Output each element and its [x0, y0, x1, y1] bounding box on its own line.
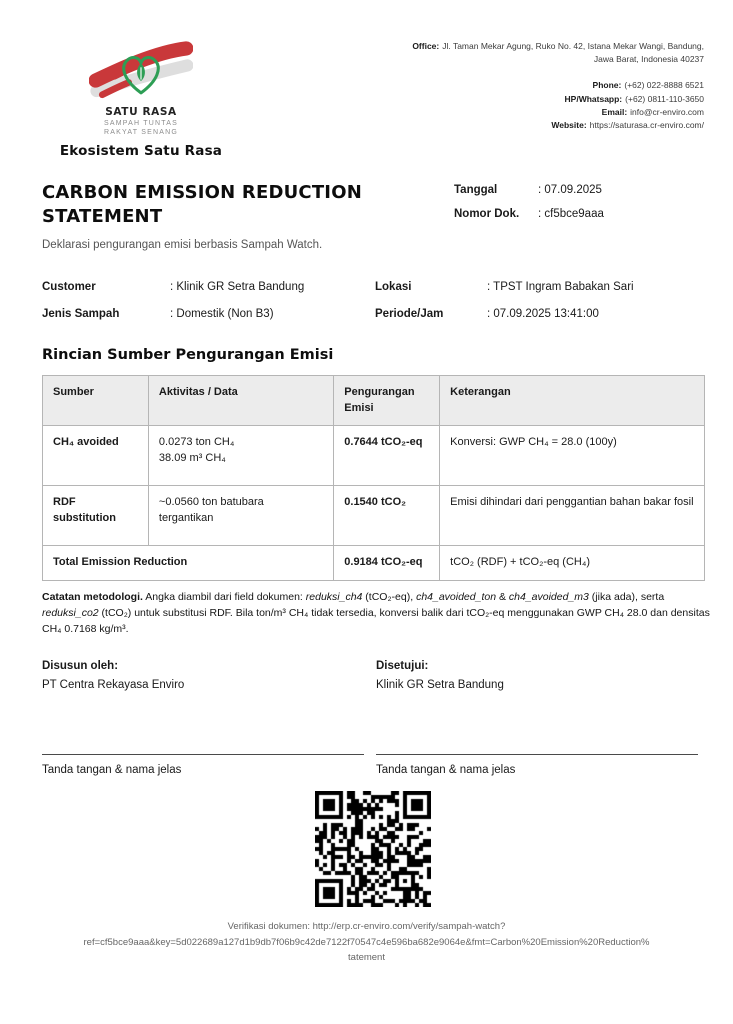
row-sumber: RDF substitution [43, 486, 149, 546]
tanggal-value: : 07.09.2025 [538, 184, 602, 196]
logo-caption: Ekosistem Satu Rasa [59, 143, 223, 159]
email-value: info@cr-enviro.com [630, 106, 704, 117]
contact-email [412, 106, 704, 119]
disusun-oleh-label: Disusun oleh: [42, 660, 119, 673]
signature-left [42, 660, 364, 776]
customer-value: : Klinik GR Setra Bandung [170, 280, 305, 293]
office-address [412, 40, 704, 66]
website-value: https://saturasa.cr-enviro.com/ [589, 119, 704, 130]
email-label: Email: [601, 106, 628, 117]
company-logo [56, 36, 226, 159]
qr-code [315, 791, 431, 907]
disusun-oleh-name: PT Centra Rekayasa Enviro [42, 679, 185, 692]
qr-code-container [42, 791, 704, 912]
contact-website [412, 119, 704, 132]
verification-line: tatement [348, 951, 385, 963]
table-row [43, 426, 705, 486]
emission-table [42, 375, 705, 582]
contact-whatsapp [412, 93, 704, 106]
row-pengurangan: 0.7644 tCO₂-eq [334, 426, 440, 486]
nomor-dok-label: Nomor Dok. [454, 208, 520, 220]
periode-value: : 07.09.2025 13:41:00 [487, 307, 599, 320]
verification-text [9, 919, 724, 965]
page-title: CARBON EMISSION REDUCTION STATEMENT [42, 182, 362, 228]
logo-brand-text: SATU RASA [105, 106, 177, 118]
meta-nomor-dok [454, 208, 704, 220]
row-aktivitas: 0.0273 ton CH₄ 38.09 m³ CH₄ [148, 426, 333, 486]
header-pengurangan: Pengurangan Emisi [334, 375, 440, 426]
table-total-row [43, 546, 705, 581]
signature-line [42, 754, 364, 755]
website-label: Website: [551, 119, 587, 130]
verification-line: ref=cf5bce9aaa&key=5d022689a127d1b9db7f06b9c42de7122f70547c4e596ba682e9064e&fmt=Carbon%20Emission%20Reduction% [83, 936, 650, 948]
table-row [43, 486, 705, 546]
signature-section [42, 660, 704, 776]
section-title: Rincian Sumber Pengurangan Emisi [42, 346, 334, 363]
document-meta [454, 181, 704, 251]
meta-tanggal [454, 184, 704, 196]
total-label: Total Emission Reduction [43, 546, 334, 581]
jenis-sampah-value: : Domestik (Non B3) [170, 307, 274, 320]
lokasi-label: Lokasi [375, 280, 412, 293]
table-header-row [43, 375, 705, 426]
phone-value: (+62) 022-8888 6521 [624, 80, 704, 91]
disetujui-name: Klinik GR Setra Bandung [376, 679, 504, 692]
whatsapp-value: (+62) 0811-110-3650 [625, 93, 704, 104]
title-section [42, 181, 704, 251]
signature-line [376, 754, 698, 755]
lokasi-value: : TPST Ingram Babakan Sari [487, 280, 634, 293]
contact-phone [412, 79, 704, 92]
header-keterangan: Keterangan [440, 375, 705, 426]
row-aktivitas: ~0.0560 ton batubara tergantikan [148, 486, 333, 546]
methodology-note: Catatan metodologi. Angka diambil dari field dokumen: reduksi_ch4 (tCO₂-eq), ch4_avoided_ton & ch4_avoided_m3 (jika ada), serta reduksi_co2 (tCO₂) untuk substitusi RDF. Bila ton/m³ CH₄ tidak tersedia, konversi balik dari tCO₂-eq menggunakan GWP CH₄ 28.0 dan densitas CH₄ 0.7168 kg/m³. [42, 591, 710, 635]
tanggal-label: Tanggal [454, 184, 498, 196]
page-subtitle: Deklarasi pengurangan emisi berbasis Sampah Watch. [42, 238, 323, 251]
customer-info-grid [42, 281, 704, 320]
office-value: Jl. Taman Mekar Agung, Ruko No. 42, Istana Mekar Wangi, Bandung, Jawa Barat, Indonesia 40237 [442, 41, 704, 65]
header-sumber: Sumber [43, 375, 149, 426]
total-keterangan: tCO₂ (RDF) + tCO₂-eq (CH₄) [440, 546, 705, 581]
row-pengurangan: 0.1540 tCO₂ [334, 486, 440, 546]
header-aktivitas: Aktivitas / Data [148, 375, 333, 426]
signature-caption: Tanda tangan & nama jelas [376, 764, 516, 777]
signature-caption: Tanda tangan & nama jelas [42, 764, 182, 777]
signature-right [376, 660, 698, 776]
row-sumber: CH₄ avoided [43, 426, 149, 486]
disetujui-label: Disetujui: [376, 660, 429, 673]
periode-label: Periode/Jam [375, 307, 444, 320]
satu-rasa-logo-icon [89, 36, 193, 110]
logo-tagline-1: SAMPAH TUNTAS [104, 120, 178, 127]
verification-line: Verifikasi dokumen: http://erp.cr-enviro.com/verify/sampah-watch? [227, 921, 506, 933]
office-label: Office: [412, 41, 440, 51]
nomor-dok-value: : cf5bce9aaa [538, 208, 604, 220]
document-header [42, 36, 704, 159]
logo-tagline-2: RAKYAT SENANG [104, 129, 178, 136]
whatsapp-label: HP/Whatsapp: [564, 93, 623, 104]
contact-info [412, 36, 704, 132]
row-keterangan: Emisi dihindari dari penggantian bahan bakar fosil [440, 486, 705, 546]
total-value: 0.9184 tCO₂-eq [334, 546, 440, 581]
phone-label: Phone: [592, 80, 622, 91]
row-keterangan: Konversi: GWP CH₄ = 28.0 (100y) [440, 426, 705, 486]
jenis-sampah-label: Jenis Sampah [42, 307, 120, 320]
customer-label: Customer [42, 280, 96, 293]
